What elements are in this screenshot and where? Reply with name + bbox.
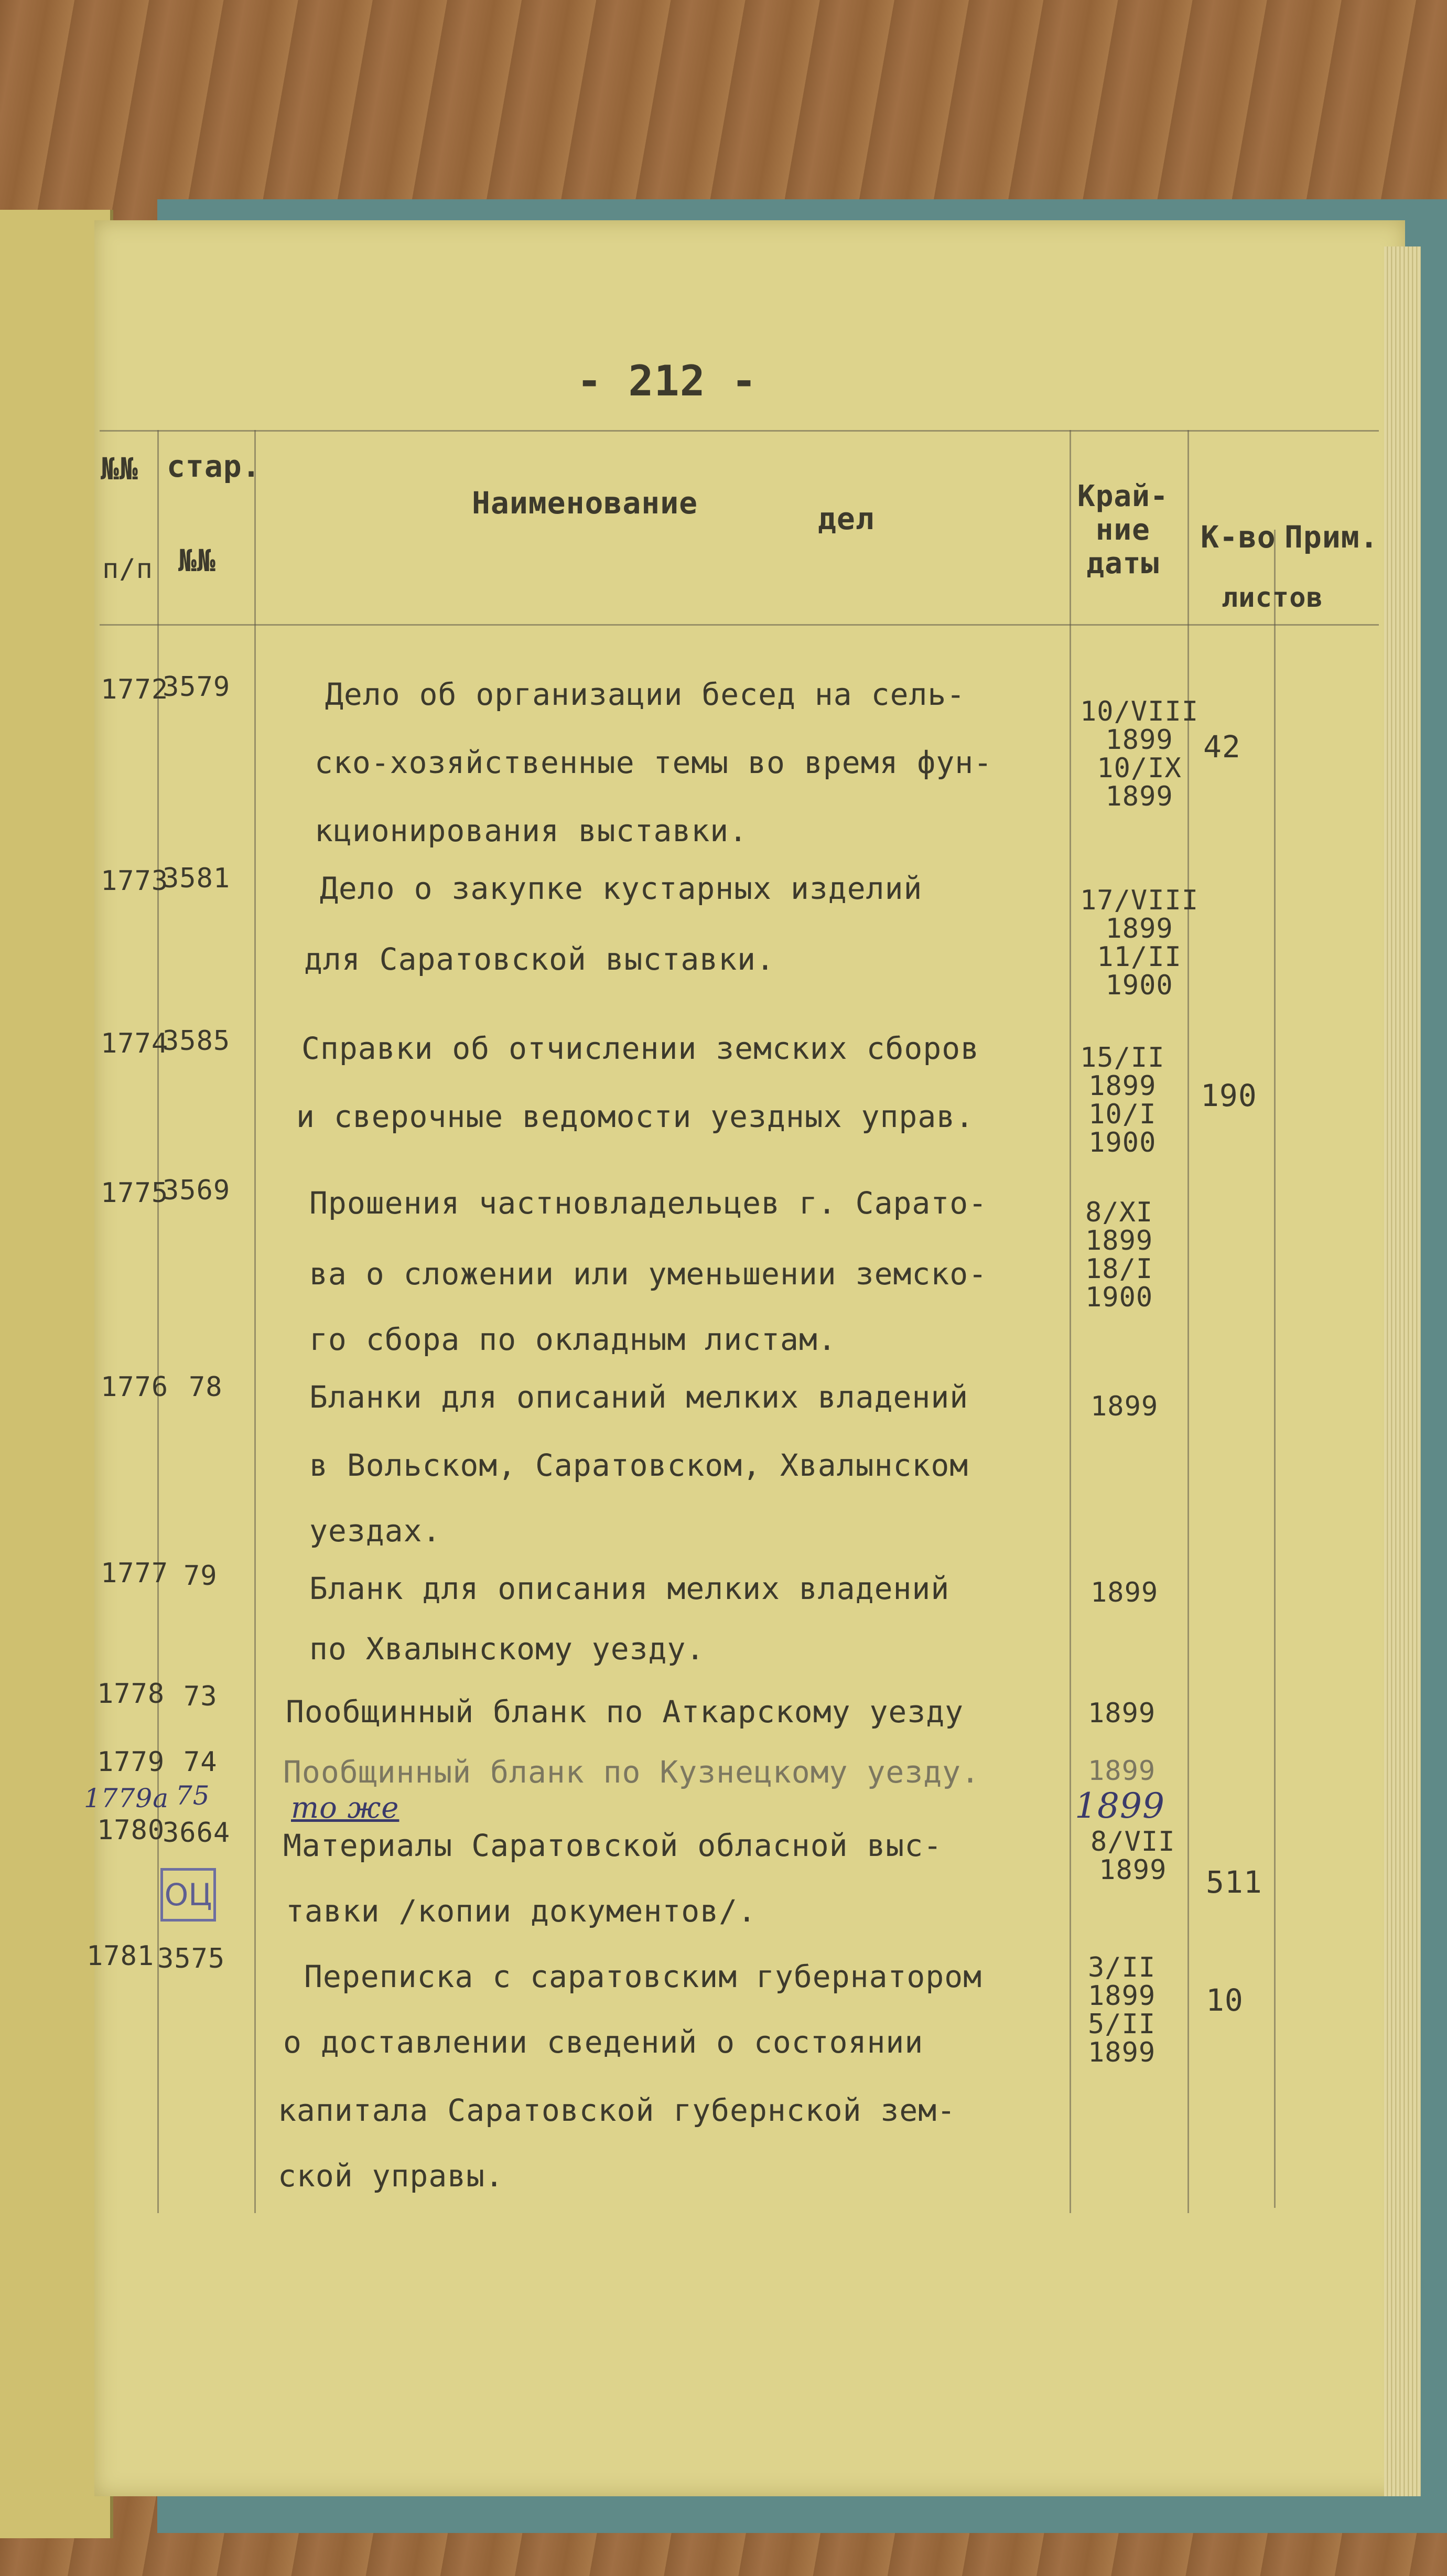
row-dates: 1899 (1090, 1577, 1159, 1608)
row-dates: 1899 (1088, 1698, 1156, 1729)
col-rule-2 (254, 430, 256, 2213)
row-count: 190 (1201, 1078, 1257, 1113)
row-title-line: Дело о закупке кустарных изделий (320, 871, 923, 906)
header-num-top: №№ (101, 451, 138, 487)
row-old-num: 3585 (163, 1025, 231, 1057)
row-old-num: 73 (183, 1681, 218, 1712)
row-title-line: Справки об отчислении земских сборов (301, 1031, 980, 1066)
header-title: Наименование (472, 485, 698, 521)
row-num: 1777 (101, 1558, 169, 1589)
row-dates: 1899 (1090, 1391, 1159, 1422)
row-num: 1779 (97, 1746, 165, 1778)
row-old-num: 3581 (163, 863, 231, 894)
row-dates: 1899 (1088, 1755, 1156, 1787)
row-title-line: для Саратовской выставки. (304, 941, 775, 977)
row-num: 1778 (97, 1678, 165, 1710)
row-dates: 8/XI 1899 18/I 1900 (1085, 1197, 1153, 1313)
header-note: Прим. (1284, 519, 1379, 555)
row-num: 1773 (101, 865, 169, 897)
row-title-line: Бланки для описаний мелких владений (309, 1379, 969, 1415)
row-title-line: тавки /копии документов/. (286, 1893, 757, 1929)
row-dates: 3/II 1899 5/II 1899 (1088, 1952, 1156, 2068)
row-dates: 8/VII 1899 (1090, 1826, 1175, 1886)
handwritten-date: 1899 (1075, 1786, 1165, 1826)
row-title-line: ва о сложении или уменьшении земско- (309, 1256, 988, 1292)
row-num: 1775 (101, 1177, 169, 1209)
row-title-line: капитала Саратовской губернской зем- (278, 2092, 956, 2128)
handwritten-text: то же (291, 1791, 399, 1825)
row-title-line: Бланк для описания мелких владений (309, 1571, 950, 1606)
row-title-line: ско-хозяйственные темы во время фун- (315, 745, 993, 780)
row-title-line: Пообщинный бланк по Кузнецкому уезду. (283, 1754, 980, 1790)
row-old-num: 3569 (163, 1175, 231, 1206)
row-count: 511 (1206, 1864, 1262, 1900)
row-title-line: Прошения частновладельцев г. Сарато- (309, 1185, 988, 1221)
row-num: 1776 (101, 1371, 169, 1403)
row-title-line: и сверочные ведомости уездных управ. (296, 1099, 975, 1134)
row-old-num: 3575 (157, 1943, 225, 1974)
header-top-rule (100, 430, 1379, 432)
row-dates: 15/II 1899 10/I 1900 (1080, 1042, 1165, 1158)
archive-stamp: ОЦ (160, 1868, 216, 1922)
handwritten-old-num: 75 (176, 1780, 210, 1811)
row-title-line: о доставлении сведений о состоянии (283, 2024, 924, 2060)
header-dates: Край- ние даты (1077, 479, 1169, 581)
row-title-line: Дело об организации бесед на сель- (325, 677, 966, 712)
row-title-line: Пообщинный бланк по Аткарскому уезду (286, 1694, 964, 1730)
row-num: 1772 (101, 674, 169, 705)
row-title-line: го сбора по окладным листам. (309, 1322, 837, 1357)
row-old-num: 3579 (163, 671, 231, 703)
row-old-num: 3664 (163, 1817, 231, 1849)
col-rule-5 (1274, 530, 1276, 2208)
row-title-line: Материалы Саратовской обласной выс- (283, 1828, 943, 1863)
row-title-line: по Хвалынскому уезду. (309, 1631, 705, 1667)
handwritten-num: 1779а (84, 1783, 169, 1813)
row-dates: 17/VIII 1899 11/II 1900 (1080, 885, 1199, 1001)
document-page (94, 220, 1405, 2496)
header-bottom-rule (100, 624, 1379, 626)
page-number: - 212 - (577, 357, 758, 405)
header-num-bottom: п/п (102, 553, 153, 585)
header-title-2: дел (818, 501, 874, 536)
row-num: 1780 (97, 1815, 165, 1846)
col-rule-3 (1070, 430, 1071, 2213)
row-old-num: 74 (183, 1746, 218, 1778)
header-count-2: листов (1222, 582, 1323, 614)
row-old-num: 78 (189, 1371, 223, 1403)
header-old-top: стар. (167, 448, 261, 484)
row-num: 1774 (101, 1028, 169, 1059)
row-count: 42 (1203, 729, 1241, 765)
row-dates: 10/VIII 1899 10/IX 1899 (1080, 696, 1199, 812)
row-old-num: 79 (183, 1560, 218, 1592)
row-title-line: в Вольском, Саратовском, Хвалынском (309, 1447, 969, 1483)
row-title-line: кционирования выставки. (315, 813, 748, 849)
header-old-bottom: №№ (178, 543, 216, 578)
row-title-line: Переписка с саратовским губернатором (304, 1959, 982, 1994)
row-num: 1781 (87, 1940, 155, 1972)
page-edges (1384, 246, 1421, 2496)
header-count: К-во (1201, 519, 1276, 555)
row-title-line: ской управы. (278, 2158, 504, 2194)
row-title-line: уездах. (309, 1513, 441, 1549)
row-count: 10 (1206, 1982, 1244, 2018)
